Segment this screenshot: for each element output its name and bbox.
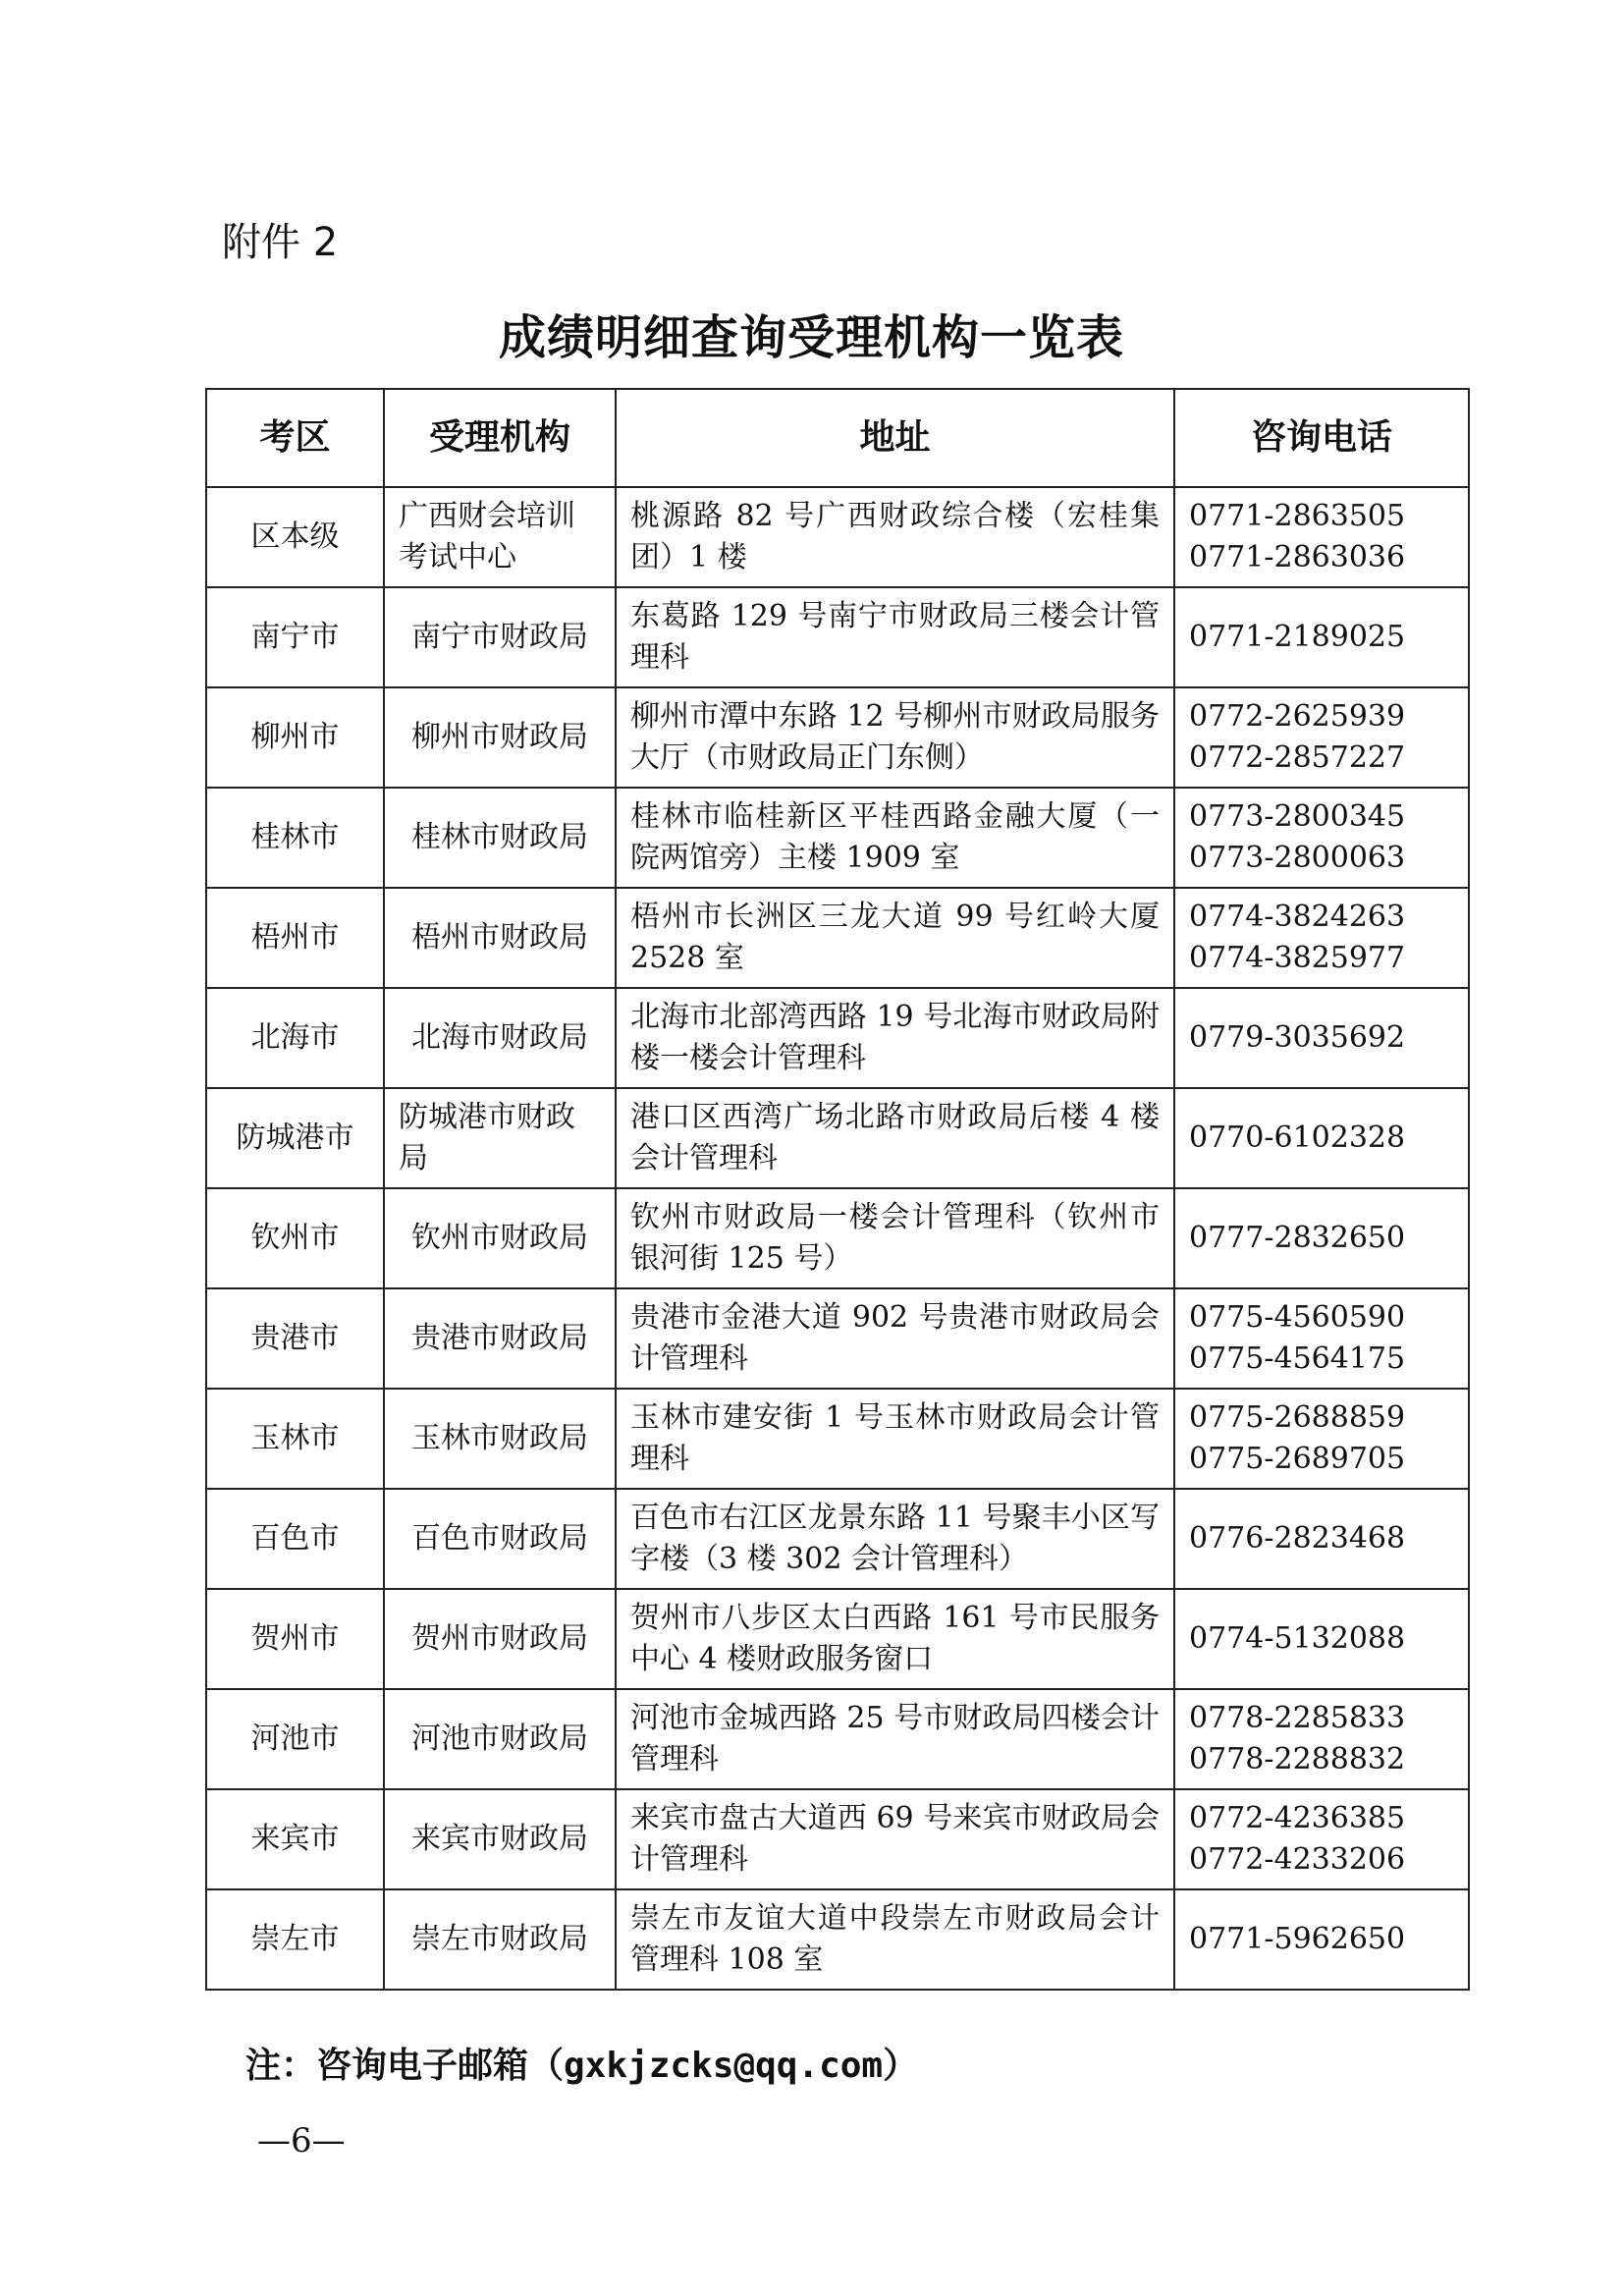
org-cell: 防城港市财政局 bbox=[384, 1088, 616, 1188]
table-row bbox=[206, 487, 1469, 587]
table-row bbox=[206, 1489, 1469, 1589]
area-cell: 区本级 bbox=[206, 487, 384, 587]
phone-cell bbox=[1174, 1789, 1469, 1889]
area-cell: 桂林市 bbox=[206, 788, 384, 888]
phone-number: 0771-2863036 bbox=[1189, 540, 1406, 574]
phone-number: 0773-2800063 bbox=[1189, 841, 1406, 875]
area-cell: 百色市 bbox=[206, 1489, 384, 1589]
org-cell: 桂林市财政局 bbox=[384, 788, 616, 888]
area-cell: 玉林市 bbox=[206, 1389, 384, 1489]
org-cell: 南宁市财政局 bbox=[384, 587, 616, 687]
table-row bbox=[206, 1889, 1469, 1990]
phone-cell bbox=[1174, 1188, 1469, 1288]
address-cell: 港口区西湾广场北路市财政局后楼 4 楼会计管理科 bbox=[616, 1088, 1174, 1188]
phone-number: 0771-2863505 bbox=[1189, 499, 1406, 533]
phone-cell bbox=[1174, 1288, 1469, 1389]
phone-number: 0776-2823468 bbox=[1189, 1521, 1406, 1556]
phone-number: 0778-2285833 bbox=[1189, 1701, 1406, 1735]
org-cell: 河池市财政局 bbox=[384, 1689, 616, 1789]
org-cell: 梧州市财政局 bbox=[384, 888, 616, 988]
phone-cell bbox=[1174, 1088, 1469, 1188]
document-title: 成绩明细查询受理机构一览表 bbox=[498, 310, 1124, 365]
org-cell: 钦州市财政局 bbox=[384, 1188, 616, 1288]
phone-number: 0772-4233206 bbox=[1189, 1842, 1406, 1877]
table-row bbox=[206, 1589, 1469, 1689]
table-row bbox=[206, 687, 1469, 788]
org-cell: 北海市财政局 bbox=[384, 988, 616, 1088]
phone-cell bbox=[1174, 1889, 1469, 1990]
org-cell: 广西财会培训考试中心 bbox=[384, 487, 616, 587]
email-note: 注：咨询电子邮箱（gxkjzcks@qq.com） bbox=[245, 2046, 919, 2086]
address-cell: 桃源路 82 号广西财政综合楼（宏桂集团）1 楼 bbox=[616, 487, 1174, 587]
phone-cell bbox=[1174, 788, 1469, 888]
phone-number: 0778-2288832 bbox=[1189, 1742, 1406, 1777]
phone-cell bbox=[1174, 487, 1469, 587]
org-cell: 百色市财政局 bbox=[384, 1489, 616, 1589]
table-row bbox=[206, 988, 1469, 1088]
area-cell: 贵港市 bbox=[206, 1288, 384, 1389]
phone-number: 0772-2857227 bbox=[1189, 740, 1406, 775]
org-cell: 崇左市财政局 bbox=[384, 1889, 616, 1990]
table-row bbox=[206, 1288, 1469, 1389]
phone-number: 0775-2689705 bbox=[1189, 1442, 1406, 1476]
attachment-label: 附件 2 bbox=[222, 220, 339, 265]
address-cell: 梧州市长洲区三龙大道 99 号红岭大厦 2528 室 bbox=[616, 888, 1174, 988]
area-cell: 来宾市 bbox=[206, 1789, 384, 1889]
area-cell: 崇左市 bbox=[206, 1889, 384, 1990]
address-cell: 北海市北部湾西路 19 号北海市财政局附楼一楼会计管理科 bbox=[616, 988, 1174, 1088]
phone-cell bbox=[1174, 1589, 1469, 1689]
phone-number: 0774-5132088 bbox=[1189, 1621, 1406, 1656]
address-cell: 百色市右江区龙景东路 11 号聚丰小区写字楼（3 楼 302 会计管理科） bbox=[616, 1489, 1174, 1589]
header-phone: 咨询电话 bbox=[1174, 389, 1469, 487]
phone-number: 0770-6102328 bbox=[1189, 1121, 1406, 1155]
phone-cell bbox=[1174, 1689, 1469, 1789]
address-cell: 玉林市建安街 1 号玉林市财政局会计管理科 bbox=[616, 1389, 1174, 1489]
phone-cell bbox=[1174, 587, 1469, 687]
header-area: 考区 bbox=[206, 389, 384, 487]
area-cell: 河池市 bbox=[206, 1689, 384, 1789]
phone-number: 0771-2189025 bbox=[1189, 620, 1406, 654]
phone-cell bbox=[1174, 687, 1469, 788]
phone-number: 0773-2800345 bbox=[1189, 799, 1406, 834]
org-cell: 贺州市财政局 bbox=[384, 1589, 616, 1689]
address-cell: 贵港市金港大道 902 号贵港市财政局会计管理科 bbox=[616, 1288, 1174, 1389]
area-cell: 钦州市 bbox=[206, 1188, 384, 1288]
area-cell: 柳州市 bbox=[206, 687, 384, 788]
area-cell: 防城港市 bbox=[206, 1088, 384, 1188]
phone-number: 0774-3825977 bbox=[1189, 941, 1406, 975]
org-cell: 玉林市财政局 bbox=[384, 1389, 616, 1489]
page-number: —6— bbox=[257, 2121, 346, 2160]
phone-number: 0775-4564175 bbox=[1189, 1341, 1406, 1376]
table-row bbox=[206, 1789, 1469, 1889]
table-row bbox=[206, 1389, 1469, 1489]
address-cell: 东葛路 129 号南宁市财政局三楼会计管理科 bbox=[616, 587, 1174, 687]
address-cell: 河池市金城西路 25 号市财政局四楼会计管理科 bbox=[616, 1689, 1174, 1789]
org-cell: 柳州市财政局 bbox=[384, 687, 616, 788]
org-cell: 来宾市财政局 bbox=[384, 1789, 616, 1889]
institution-table bbox=[205, 388, 1470, 1991]
area-cell: 北海市 bbox=[206, 988, 384, 1088]
header-address: 地址 bbox=[616, 389, 1174, 487]
phone-number: 0775-2688859 bbox=[1189, 1400, 1406, 1435]
phone-number: 0774-3824263 bbox=[1189, 900, 1406, 934]
org-cell: 贵港市财政局 bbox=[384, 1288, 616, 1389]
phone-cell bbox=[1174, 988, 1469, 1088]
table-row bbox=[206, 888, 1469, 988]
phone-number: 0775-4560590 bbox=[1189, 1300, 1406, 1335]
phone-number: 0779-3035692 bbox=[1189, 1020, 1406, 1055]
address-cell: 柳州市潭中东路 12 号柳州市财政局服务大厅（市财政局正门东侧） bbox=[616, 687, 1174, 788]
phone-number: 0772-4236385 bbox=[1189, 1801, 1406, 1835]
address-cell: 钦州市财政局一楼会计管理科（钦州市银河街 125 号） bbox=[616, 1188, 1174, 1288]
address-cell: 来宾市盘古大道西 69 号来宾市财政局会计管理科 bbox=[616, 1789, 1174, 1889]
phone-number: 0772-2625939 bbox=[1189, 699, 1406, 734]
address-cell: 桂林市临桂新区平桂西路金融大厦（一院两馆旁）主楼 1909 室 bbox=[616, 788, 1174, 888]
address-cell: 贺州市八步区太白西路 161 号市民服务中心 4 楼财政服务窗口 bbox=[616, 1589, 1174, 1689]
phone-cell bbox=[1174, 1389, 1469, 1489]
table-row bbox=[206, 1188, 1469, 1288]
phone-cell bbox=[1174, 1489, 1469, 1589]
phone-number: 0771-5962650 bbox=[1189, 1922, 1406, 1956]
address-cell: 崇左市友谊大道中段崇左市财政局会计管理科 108 室 bbox=[616, 1889, 1174, 1990]
table-header-row bbox=[206, 389, 1469, 487]
table-row bbox=[206, 1088, 1469, 1188]
area-cell: 梧州市 bbox=[206, 888, 384, 988]
table-row bbox=[206, 788, 1469, 888]
area-cell: 南宁市 bbox=[206, 587, 384, 687]
area-cell: 贺州市 bbox=[206, 1589, 384, 1689]
header-org: 受理机构 bbox=[384, 389, 616, 487]
table-row bbox=[206, 587, 1469, 687]
table-row bbox=[206, 1689, 1469, 1789]
phone-cell bbox=[1174, 888, 1469, 988]
phone-number: 0777-2832650 bbox=[1189, 1221, 1406, 1255]
